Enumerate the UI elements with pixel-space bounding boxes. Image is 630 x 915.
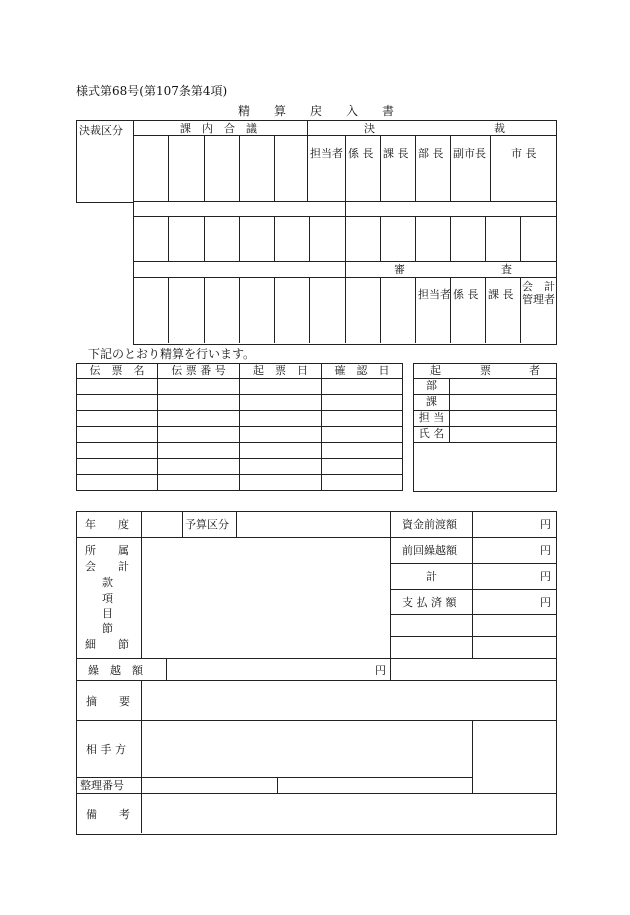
role-kacho: 課 長 xyxy=(383,147,409,160)
sa-label: 査 xyxy=(501,263,512,276)
table-row xyxy=(77,411,403,427)
yen-2: 円 xyxy=(540,544,551,557)
kihyosha-hyo: 票 xyxy=(480,364,491,377)
table-row xyxy=(77,395,403,411)
role-shicho: 市 長 xyxy=(511,147,537,160)
kihyosha-sha: 者 xyxy=(529,364,540,377)
table-row xyxy=(77,379,403,395)
role-fukushicho: 副市長 xyxy=(453,147,486,160)
shinsa-kacho: 課 長 xyxy=(488,288,514,301)
note-line: 下記のとおり精算を行います。 xyxy=(88,347,256,361)
kihyosha-bu: 部 xyxy=(414,379,450,395)
col-denpyo-bango: 伝 票 番 号 xyxy=(158,364,240,379)
seiri-bango-label: 整理番号 xyxy=(80,779,124,792)
aitekata-label: 相 手 方 xyxy=(86,743,126,756)
voucher-table xyxy=(76,363,403,491)
col-kihyo-bi: 起 票 日 xyxy=(240,364,322,379)
kihyosha-ka: 課 xyxy=(414,395,450,411)
kurikoshi-label: 繰 越 額 xyxy=(88,664,143,677)
setsu-label: 節 xyxy=(102,622,113,635)
ketsu-label: 決 xyxy=(364,122,375,135)
yosan-kubun-label: 予算区分 xyxy=(185,518,229,531)
shikin-maewatashi-label: 資金前渡額 xyxy=(402,518,457,531)
kihyosha-shimei: 氏 名 xyxy=(414,427,450,443)
form-id: 様式第68号(第107条第4項) xyxy=(76,84,228,98)
kanai-gogi-label: 課 内 合 議 xyxy=(180,122,257,135)
main-form xyxy=(76,511,557,835)
table-row xyxy=(77,443,403,459)
shin-label: 審 xyxy=(394,263,405,276)
shinsa-kaikei-kanrisha: 会 計 管理者 xyxy=(522,280,555,307)
col-kakunin-bi: 確 認 日 xyxy=(322,364,403,379)
approval-section xyxy=(76,120,556,344)
kihyosha-header xyxy=(414,364,557,379)
table-row xyxy=(77,475,403,491)
nendo-label: 年 度 xyxy=(85,518,129,531)
yen-5: 円 xyxy=(375,664,386,677)
shinsa-tanto: 担当者 xyxy=(418,288,451,301)
role-bucho: 部 長 xyxy=(418,147,444,160)
ketsai-kubun-label: 決裁区分 xyxy=(79,124,123,137)
col-denpyo-mei: 伝 票 名 xyxy=(77,364,158,379)
kihyosha-table xyxy=(413,363,557,492)
kan-label: 款 xyxy=(102,576,113,589)
role-kakaricho: 係 長 xyxy=(348,147,374,160)
table-row xyxy=(77,459,403,475)
sai-label: 裁 xyxy=(494,122,505,135)
ketsai-kubun-box xyxy=(76,120,134,203)
yen-3: 円 xyxy=(540,570,551,583)
saisetsu-label: 細 節 xyxy=(85,638,129,651)
form-title: 精 算 戻 入 書 xyxy=(238,104,395,118)
kihyosha-tanto: 担 当 xyxy=(414,411,450,427)
role-tanto: 担当者 xyxy=(310,147,343,160)
shinsa-kakaricho: 係 長 xyxy=(453,288,479,301)
table-row xyxy=(77,427,403,443)
shiharai-zumi-label: 支 払 済 額 xyxy=(402,596,457,609)
yen-4: 円 xyxy=(540,596,551,609)
tekiyo-label: 摘 要 xyxy=(86,695,130,708)
biko-label: 備 考 xyxy=(86,808,130,821)
moku-label: 目 xyxy=(102,607,113,620)
yen-1: 円 xyxy=(540,518,551,531)
kaikei-label: 会 計 xyxy=(85,560,129,573)
shozoku-label: 所 属 xyxy=(85,544,129,557)
kihyosha-ki: 起 xyxy=(430,364,441,377)
kei-label: 計 xyxy=(426,570,437,583)
kou-label: 項 xyxy=(102,592,113,605)
zenkai-kurikoshi-label: 前回繰越額 xyxy=(402,544,457,557)
